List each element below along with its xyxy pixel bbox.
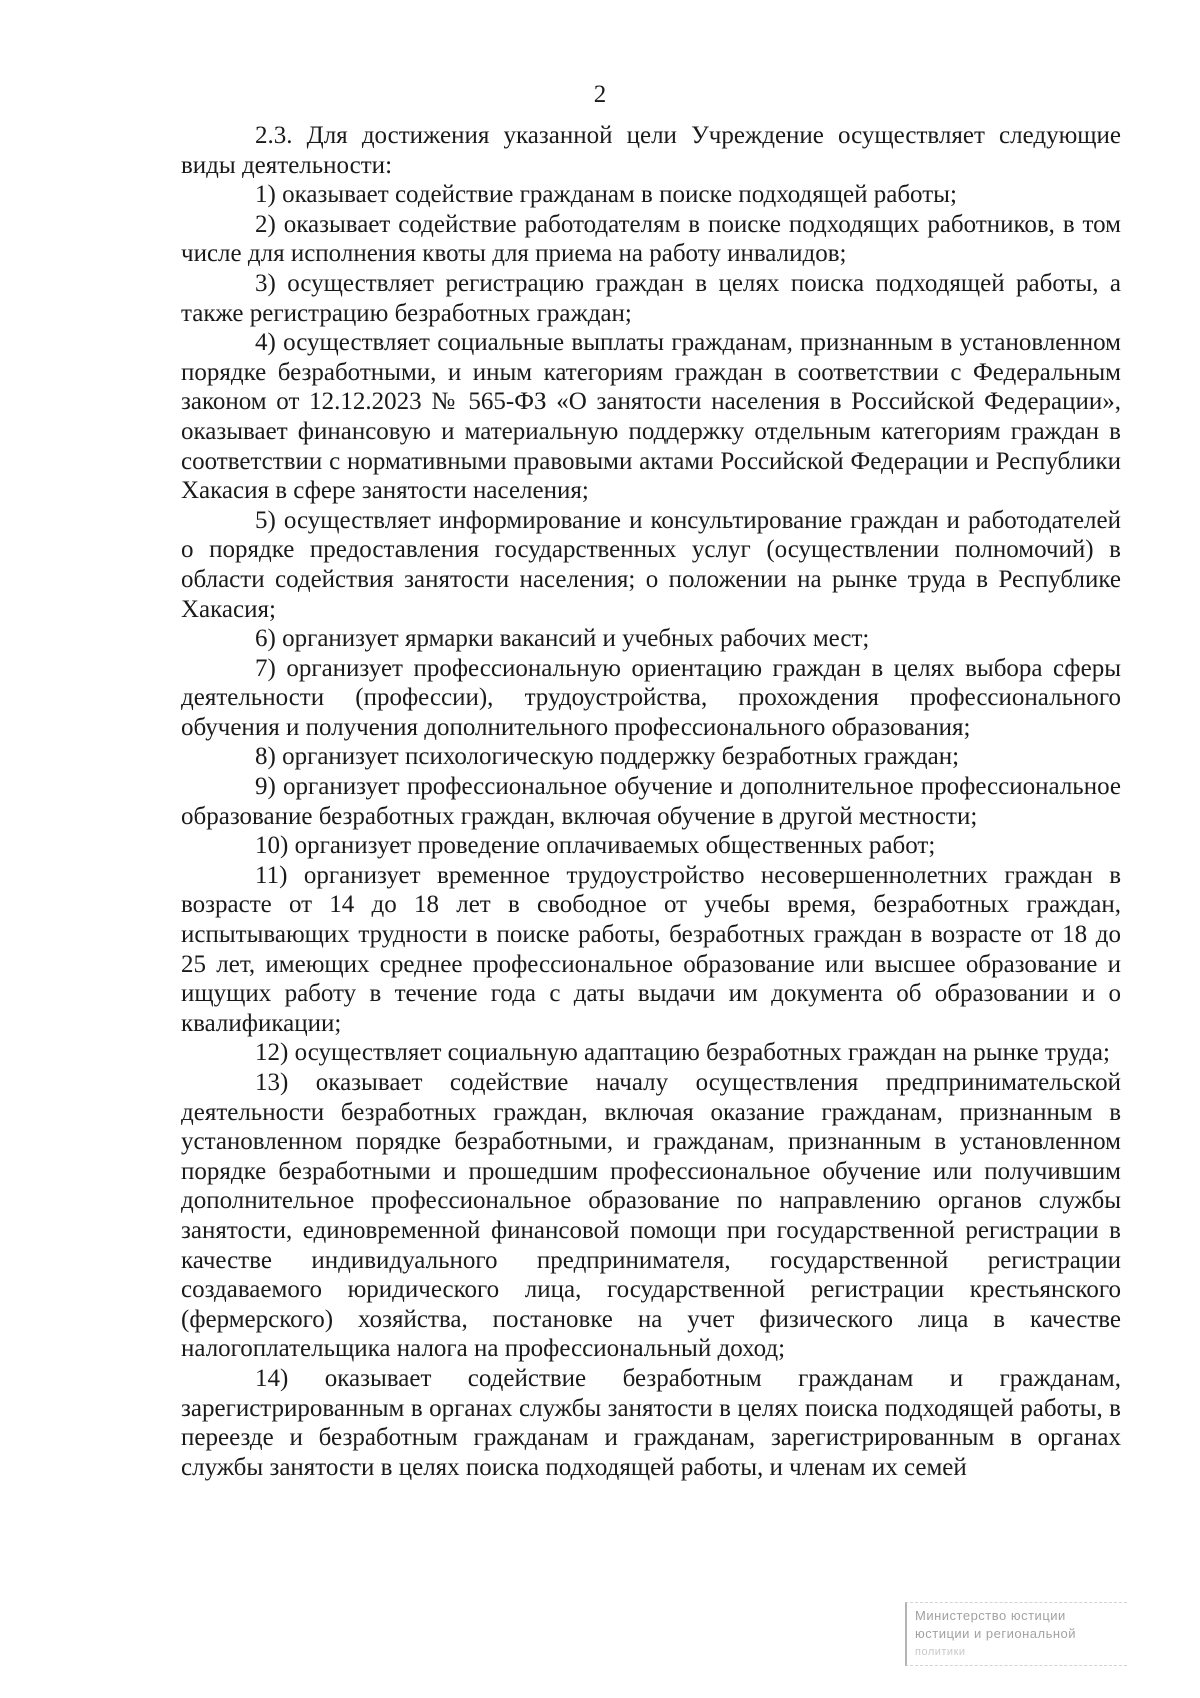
list-item-10: 10) организует проведение оплачиваемых общественных работ;: [255, 832, 936, 860]
list-item-6: 6) организует ярмарки вакансий и учебных рабочих мест;: [255, 625, 870, 653]
paragraph-2-3: 2.3. Для достижения указанной цели Учреждение осуществляет следующие виды деятельности:: [181, 122, 1121, 179]
page-number: 2: [593, 81, 607, 108]
list-item-3: 3) осуществляет регистрацию граждан в целях поиска подходящей работы, а также регистрацию безработных граждан;: [181, 269, 1121, 327]
list-item-13: 13) оказывает содействие началу осуществления предпринимательской деятельности безработных граждан, включая оказание гражданам, признанным в установленном порядке безработными, и гражданам, признанным в установленном порядке безработными и прошедшим профессиональное обучение или получившим дополнительное профессиональное образование по направлению органов службы занятости, единовременной финансовой помощи при государственной регистрации в качестве индивидуального предпринимателя, государственной регистрации создаваемого юридического лица, государственной регистрации крестьянского (фермерского) хозяйства, постановке на учет физического лица в качестве налогоплательщика налога на профессиональный доход;: [181, 1069, 1121, 1363]
list-item-12: 12) осуществляет социальную адаптацию безработных граждан на рынке труда;: [255, 1039, 1110, 1067]
stamp-line-2: юстиции и региональной: [915, 1626, 1077, 1641]
list-item-14: 14) оказывает содействие безработным гражданам и гражданам, зарегистрированным в органах службы занятости в целях поиска подходящей работы, в переезде и безработным гражданам и гражданам, зарегистрированным в органах службы занятости в целях поиска подходящей работы, и членам их семей: [181, 1364, 1121, 1481]
registration-stamp: [905, 1602, 1127, 1666]
list-item-8: 8) организует психологическую поддержку безработных граждан;: [255, 743, 960, 771]
list-item-2: 2) оказывает содействие работодателям в поиске подходящих работников, в том числе для исполнения квоты для приема на работу инвалидов;: [181, 210, 1121, 268]
stamp-line-1: Министерство юстиции: [915, 1608, 1066, 1623]
list-item-7: 7) организует профессиональную ориентацию граждан в целях выбора сферы деятельности (профессии), трудоустройства, прохождения профессионального обучения и получения дополнительного профессионального образования;: [181, 654, 1121, 741]
document-body: [181, 121, 1121, 1482]
list-item-4: 4) осуществляет социальные выплаты гражданам, признанным в установленном порядке безработными, и иным категориям граждан в соответствии с Федеральным законом от 12.12.2023 № 565-ФЗ «О занятости населения в Российской Федерации», оказывает финансовую и материальную поддержку отдельным категориям граждан в соответствии с нормативными правовыми актами Российской Федерации и Республики Хакасия в сфере занятости населения;: [181, 329, 1121, 505]
list-item-1: 1) оказывает содействие гражданам в поиске подходящей работы;: [255, 181, 957, 209]
list-item-5: 5) осуществляет информирование и консультирование граждан и работодателей о порядке предоставления государственных услуг (осуществлении полномочий) в области содействия занятости населения; о положении на рынке труда в Республике Хакасия;: [181, 506, 1121, 623]
list-item-9: 9) организует профессиональное обучение и дополнительное профессиональное образование безработных граждан, включая обучение в другой местности;: [181, 773, 1121, 830]
list-item-11: 11) организует временное трудоустройство несовершеннолетних граждан в возрасте от 14 до 18 лет в свободное от учебы время, безработных граждан, испытывающих трудности в поиске работы, безработных граждан в возрасте от 18 до 25 лет, имеющих среднее профессиональное образование или высшее образование и ищущих работу в течение года с даты выдачи им документа об образовании и о квалификации;: [181, 861, 1121, 1037]
stamp-line-3: политики: [915, 1646, 966, 1658]
